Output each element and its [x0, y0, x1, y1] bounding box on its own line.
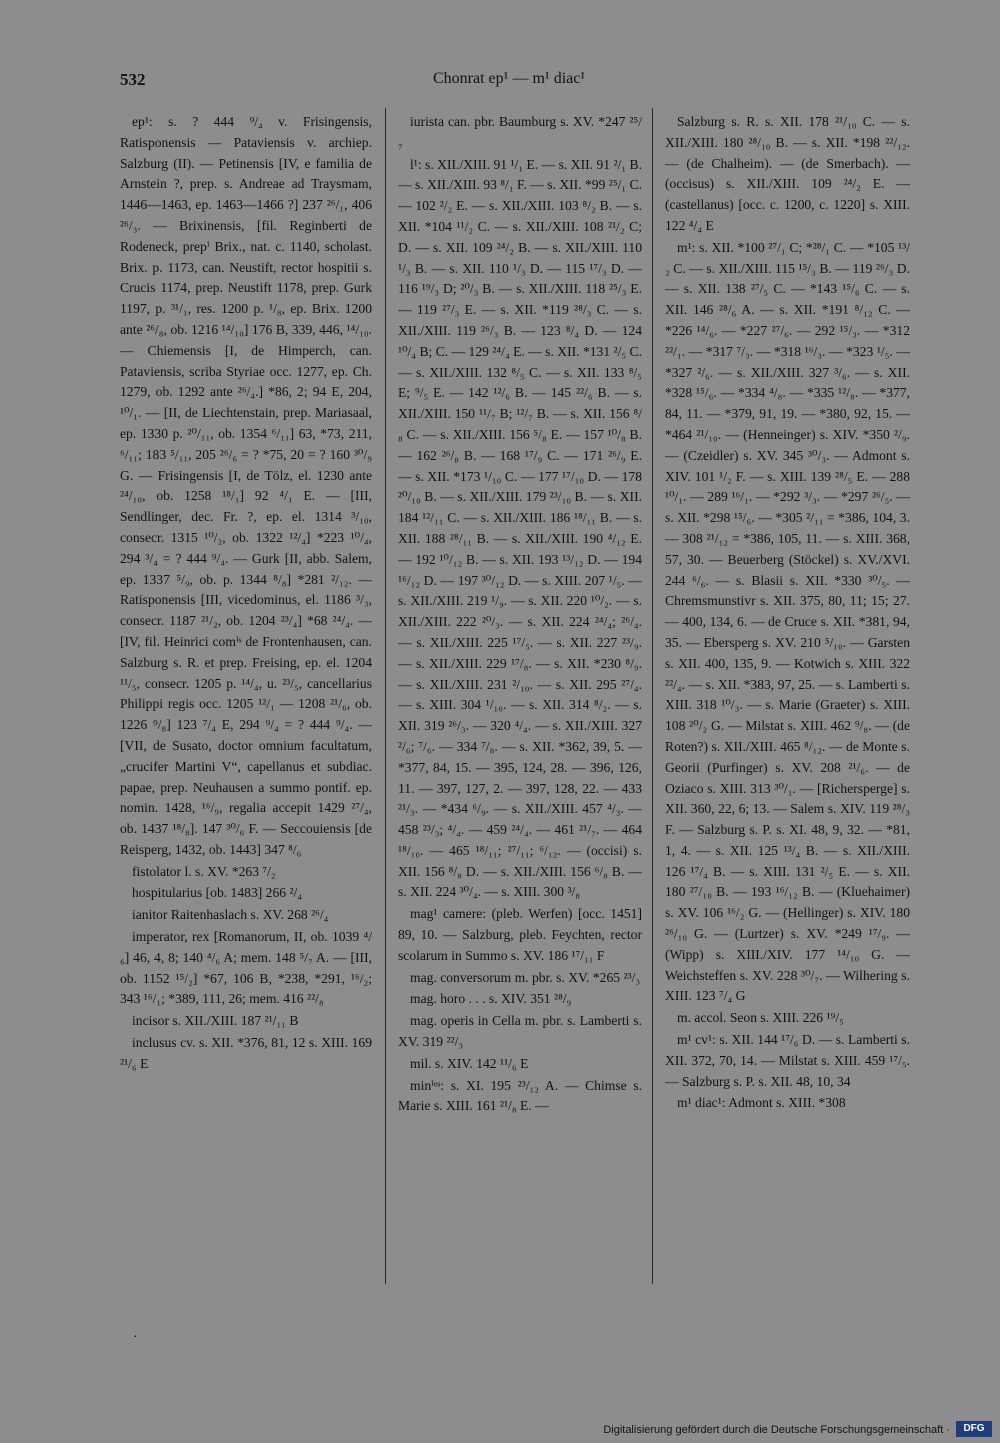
index-entry-m: m¹: s. XII. *100 ²⁷/₁ C; *²⁸/₁ C. — *105 ¹³/₂ C. — s. XII./XIII. 115 ¹⁵/₃ B. — 119 ²⁶/₃ D. — s. XII. 138 ²⁷/₅ C. — *143 ¹⁵/₆ C. — s. XII. 146 ²⁸/₆ A. — s. XII. *191 ⁸/₁₂ C. — *226 ¹⁴/₆. — *227 ²⁷/₆. — 292 ¹⁵/₃. — *312 ²²/₁. — *317 ⁷/₃. — *318 ¹⁶/₃. — *323 ¹/₅. — *327 ²/₆. — s. XII./XIII. 327 ³/₆. — s. XII. *328 ¹⁵/₆. — *334 ⁴/₈. — *335 ¹²/₈. — *377, 84, 11. — *379, 91, 19. — *380, 92, 15. — *464 ²¹/₁₀. — (Henneinger) s. XIV. *350 ²/₉. — (Czeidler) s. XV. 345 ³⁰/₃. — Admont s. XIV. 101 ¹/₂ F. — s. XIII. 139 ²⁸/₅ E. — 288 ¹⁰/₁. — 289 ¹⁶/₁. — *292 ³/₃. — *297 ²⁶/₅. — s. XII. *298 ¹⁵/₆. — *305 ²/₁₁ = *386, 104, 3. — 308 ²¹/₁₂ = *386, 105, 11. — s. XIII. 368, 57, 30. — Beuerberg (Stöckel) s. XV./XVI. 244 ⁶/₆. — s. Blasii s. XII. *330 ³⁰/₅. — Chremsmunstivr s. XII. 375, 80, 11; 15; 27. — 400, 134, 6. — de Cruce s. XII. *381, 94, 35. — Ebersperg s. XV. 210 ⁵/₁₀. — Garsten s. XII. 400, 135, 9. — Kotwich s. XIII. 322 ²²/₄. — s. XII. *383, 97, 25. — s. Lamberti s. XIII. 318 ¹⁰/₃. — s. Marie (Graeter) s. XIII. 108 ²⁰/₂ G. — Milstat s. XIII. 462 ⁹/₈. — (de Roten?) s. XII./XIII. 465 ⁸/₁₂. — de Monte s. Georii (Purfinger) s. XV. 208 ²¹/₆. — de Oziaco s. XIII. 313 ³⁰/₁. — [Richersperge] s. XII. 360, 22, 6; 13. — Salem s. XIV. 119 ²⁸/₃ F. — Salzburg s. P. s. XI. 48, 9, 32. — *81, 1, 4. — s. XII. 125 ¹³/₄ B. — s. XII./XIII. 126 ¹⁷/₄ B. — s. XIII. 131 ²/₅ E. — s. XII. 180 ²⁷/₁₀ B. — 193 ¹⁶/₁₂ B. — (Kluehaimer) s. XV. 106 ¹⁶/₂ G. — (Hellinger) s. XIV. 180 ²⁶/₁₀ G. — (Lurtzer) s. XV. *249 ¹⁷/₉. — (Wipp) s. XIII./XIV. 177 ¹⁴/₁₀ G. — Weichsteffen s. XV. 228 ³⁰/₇. — Wilhering s. XIII. 123 ⁷/₄ G: [665, 239, 910, 1004]
index-entry-fistolator: fistolator l. s. XV. *263 ⁷/₂: [132, 863, 276, 879]
index-entry-m-cv: m¹ cv¹: s. XII. 144 ¹⁷/₆ D. — s. Lamberti s. XII. 372, 70, 14. — Milstat s. XIII. 459 ¹⁷/₅. — Salzburg s. P. s. XII. 48, 10, 34: [665, 1032, 910, 1089]
index-entry-mag-operis: mag. operis in Cella m. pbr. s. Lamberti s. XV. 319 ²²/₃: [398, 1013, 642, 1050]
index-entry-m-diac: m¹ diac¹: Admont s. XIII. *308: [677, 1095, 846, 1111]
index-entry-mag-horo: mag. horo . . . s. XIV. 351 ²⁸/₉: [410, 991, 572, 1007]
index-entry-ep: ep¹: s. ? 444 ⁹/₄ v. Frisingensis, Ratisponensis — Pataviensis v. archiep. Salzburg (II). — Petinensis [IV, e familia de Arnstein ?, prep. s. Andreae ad Traysmam, 1446—1463, ep. 1463—1466 ?] 237 ²⁶/₁, 406 ²⁶/₃. — Brixinensis, [fil. Reginberti de Rodeneck, prepⁱ Brix., nat. c. 1140, scholast. Brix. p. 1173, can. Neustift, rector hospitii s. Crucis 1174, prep. Neustift 1178, prep. Gurk 1197, p. ³¹/₁, res. 1200 p. ¹/₈, ep. Brix. 1200 ante ²⁶/₈, ob. 1216 ¹⁴/₁₀] 176 B, 339, 446, ¹⁴/₁₀. — Chiemensis [I, de Himperch, can. Pataviensis, scriba Styriae occ. 1277, ep. Ch. 1279, ob. 1292 ante ²⁶/₄.] *86, 2; 94 E, 204, ¹⁰/₁. — [II, de Liechtenstain, prep. Mariasaal, ep. 1330 p. ²⁰/₁₁, ob. 1354 ⁶/₁₁] 63, *73, 211, ⁶/₁₁; 183 ⁵/₁₁, 205 ²⁶/₆ = ? *75, 20 = ? 160 ³⁰/₉ G. — Frisingensis [I, de Tölz, el. 1230 ante ²⁴/₁₀, ob. 1258 ¹⁸/₁] 92 ⁴/₁ E. — [III, Sendlinger, dec. Fr. ?, ep. el. 1314 ³/₁₀, consecr. 1315 ¹⁰/₂, ob. 1322 ¹²/₄] *223 ¹⁰/₄, 294 ³/₄ = ? 444 ⁹/₄. — Gurk [II, abb. Salem, ep. 1337 ⁵/₉, ob. p. 1344 ⁸/₈] *281 ²/₁₂. — Ratisponensis [III, vicedominus, el. 1186 ³/₃, consecr. 1187 ²¹/₂, ob. 1204 ²³/₄] *68 ²⁴/₄. — [IV, fil. Heinrici comⁱˢ de Frontenhausen, can. Salzburg s. R. et prep. Freising, ep. el. 1204 ¹¹/₅, consecr. 1205 p. ¹⁴/₄, u. ²³/₅, cancellarius Philippi regis occ. 1205 ¹²/₁ — 1208 ²¹/₆, ob. 1226 ⁹/₈] 123 ⁷/₄ E, 294 ⁹/₄ = ? 444 ⁹/₄. — [VII, de Susato, doctor omnium facultatum, „crucifer Martini V“, capellanus et subdiac. papae, prep. Neuhausen a summo pontif. ep. nomin. 1428, ¹⁶/₉, regalia accepit 1429 ²⁷/₄, ob. 1437 ¹⁸/₈]. 147 ³⁰/₆ F. — Seccouiensis [de Reisperg, 1432, ob. 1443] 347 ⁸/₆: [120, 114, 372, 857]
index-entry-hospitularius: hospitularius [ob. 1483] 266 ²/₄: [132, 885, 303, 901]
index-entry-minles: minⁱᵉˢ: s. XI. 195 ²³/₁₂ A. — Chimse s. Marie s. XIII. 161 ²¹/₈ E. —: [398, 1077, 642, 1114]
index-entry-mil: mil. s. XIV. 142 ¹¹/₆ E: [410, 1055, 529, 1071]
index-entry-imperator: imperator, rex [Romanorum, II, ob. 1039 ⁴/₆] 46, 4, 8; 140 ⁴/₆ A; mem. 148 ⁵/₇ A. — [III, ob. 1152 ¹⁵/₂] *67, 106 B, *238, *291, ¹⁶/₂; 343 ¹⁶/₁; *389, 111, 26; mem. 416 ²²/₈: [120, 929, 372, 1007]
index-entry-m-accol: m. accol. Seon s. XIII. 226 ¹⁹/₅: [677, 1010, 844, 1026]
index-entry-inclusus: inclusus cv. s. XII. *376, 81, 12 s. XIII. 169 ²¹/₆ E: [120, 1035, 372, 1071]
index-entry-l: l¹: s. XII./XIII. 91 ¹/₁ E. — s. XII. 91 ²/₁ B. — s. XII./XIII. 93 ⁸/₁ F. — s. XII. *99 ²⁵/₁ C. — 102 ²/₂ E. — s. XII./XIII. 103 ⁸/₂ B. — s. XII. *104 ¹¹/₂ C. — s. XII./XIII. 108 ²¹/₂ C; D. — s. XII. 109 ²⁴/₂ B. — s. XII./XIII. 110 ¹/₃ B. — s. XII. 110 ¹/₃ D. — 115 ¹⁷/₃ D. — 116 ¹⁹/₃ D; ²⁰/₃ B. — s. XII./XIII. 118 ²⁵/₃ E. — 119 ²⁷/₃ E. — s. XII. *119 ²⁸/₃ C. — s. XII./XIII. 119 ²⁶/₃ B. — 123 ⁸/₄ D. — 124 ¹⁰/₄ B; C. — 129 ²⁴/₄ E. — s. XII. *131 ²/₅ C. — s. XII./XIII. 132 ⁸/₅ C. — s. XII. 133 ⁸/₅ E; ⁹/₅ E. — 142 ¹²/₆ B. — 145 ²²/₆ B. — s. XII./XIII. 150 ¹¹/₇ B; ¹²/₇ B. — s. XII. 156 ⁸/₈ C. — s. XII./XIII. 156 ⁵/₈ E. — 157 ¹⁰/₈ B. — 162 ²⁶/₈ B. — 168 ¹⁷/₉ C. — 171 ²⁶/₉ E. — s. XII. *173 ¹/₁₀ C. — 177 ¹⁷/₁₀ D. — 178 ²⁰/₁₀ B. — s. XII./XIII. 179 ²³/₁₀ B. — s. XII. 184 ¹²/₁₁ C. — s. XII./XIII. 186 ¹⁸/₁₁ B. — s. XII. 188 ²⁸/₁₁ B. — s. XII./XIII. 190 ⁴/₁₂ E. — 192 ¹⁰/₁₂ B. — s. XII. 193 ¹³/₁₂ D. — 194 ¹⁶/₁₂ D. — 197 ³⁰/₁₂ D. — s. XIII. 207 ¹/₅. — s. XII./XIII. 219 ¹/₉. — s. XII. 220 ¹⁰/₂. — s. XII./XIII. 222 ²⁰/₃. — s. XII. 224 ²⁴/₄; ²⁶/₄. — s. XII./XIII. 225 ¹⁷/₅. — s. XII. 227 ²³/₉. — s. XII./XIII. 229 ¹⁷/₈. — s. XII. *230 ⁸/₉. — s. XII./XIII. 231 ²/₁₀. — s. XII. 295 ²⁷/₄. — s. XIII. 304 ¹/₁₀. — s. XII. 314 ⁸/₂. — s. XII. 319 ²⁶/₃. — 320 ⁴/₄. — s. XII./XIII. 327 ²/₆; ⁷/₆. — 334 ⁷/₈. — s. XII. *362, 39, 5. — *377, 84, 15. — 395, 124, 28. — 396, 126, 11. — 397, 127, 2. — 397, 128, 22. — 433 ²¹/₃. — *434 ⁶/₉. — s. XII./XIII. 457 ⁴/₃. — 458 ²³/₃; ⁴/₄. — 459 ²⁴/₄. — 461 ²¹/₇. — 464 ¹⁸/₁₀. — 465 ¹⁸/₁₁; ²⁷/₁₁; ⁶/₁₂. — (occisi) s. XII. 156 ⁸/₈ D. — s. XII./XIII. 156 ⁶/₈ B. — s. XII. 224 ³⁰/₄. — s. XIII. 300 ³/₈: [398, 156, 642, 900]
index-entry-salzburg-cont: Salzburg s. R. s. XII. 178 ²¹/₁₀ C. — s. XII./XIII. 180 ²⁸/₁₀ B. — s. XII. *198 ²²/₁₂. — (de Chalheim). — (de Smerbach). — (occisus) s. XII./XIII. 109 ²⁴/₂ E. — (castellanus) [occ. c. 1200, c. 1220] s. XIII. 122 ⁴/₄ E: [665, 114, 910, 233]
index-entry-iurista: iurista can. pbr. Baumburg s. XV. *247 ²⁵/₇: [398, 114, 642, 150]
running-head: Chonrat ep¹ — m¹ diac¹: [433, 70, 586, 87]
dfg-logo-icon: DFG: [956, 1421, 992, 1437]
text-column-1: [120, 112, 372, 1292]
index-entry-incisor: incisor s. XII./XIII. 187 ²¹/₁₁ B: [132, 1013, 299, 1029]
column-divider-left: [385, 108, 386, 1284]
text-column-2: [398, 112, 642, 1292]
text-column-3: [665, 112, 910, 1292]
footer-credit: Digitalisierung gefördert durch die Deutsche Forschungsgemeinschaft ·: [603, 1424, 950, 1436]
column-divider-right: [652, 108, 653, 1284]
index-entry-ianitor: ianitor Raitenhaslach s. XV. 268 ²⁶/₄: [132, 907, 329, 923]
index-entry-mag-camere: mag¹ camere: (pleb. Werfen) [occ. 1451] 89, 10. — Salzburg, pleb. Feychten, rector scolarum in Summo s. XV. 186 ¹⁷/₁₁ F: [398, 906, 642, 963]
stray-mark: ·: [133, 1330, 138, 1345]
page-number: 532: [120, 70, 146, 89]
index-entry-mag-conversorum: mag. conversorum m. pbr. s. XV. *265 ²³/₃: [410, 969, 641, 985]
